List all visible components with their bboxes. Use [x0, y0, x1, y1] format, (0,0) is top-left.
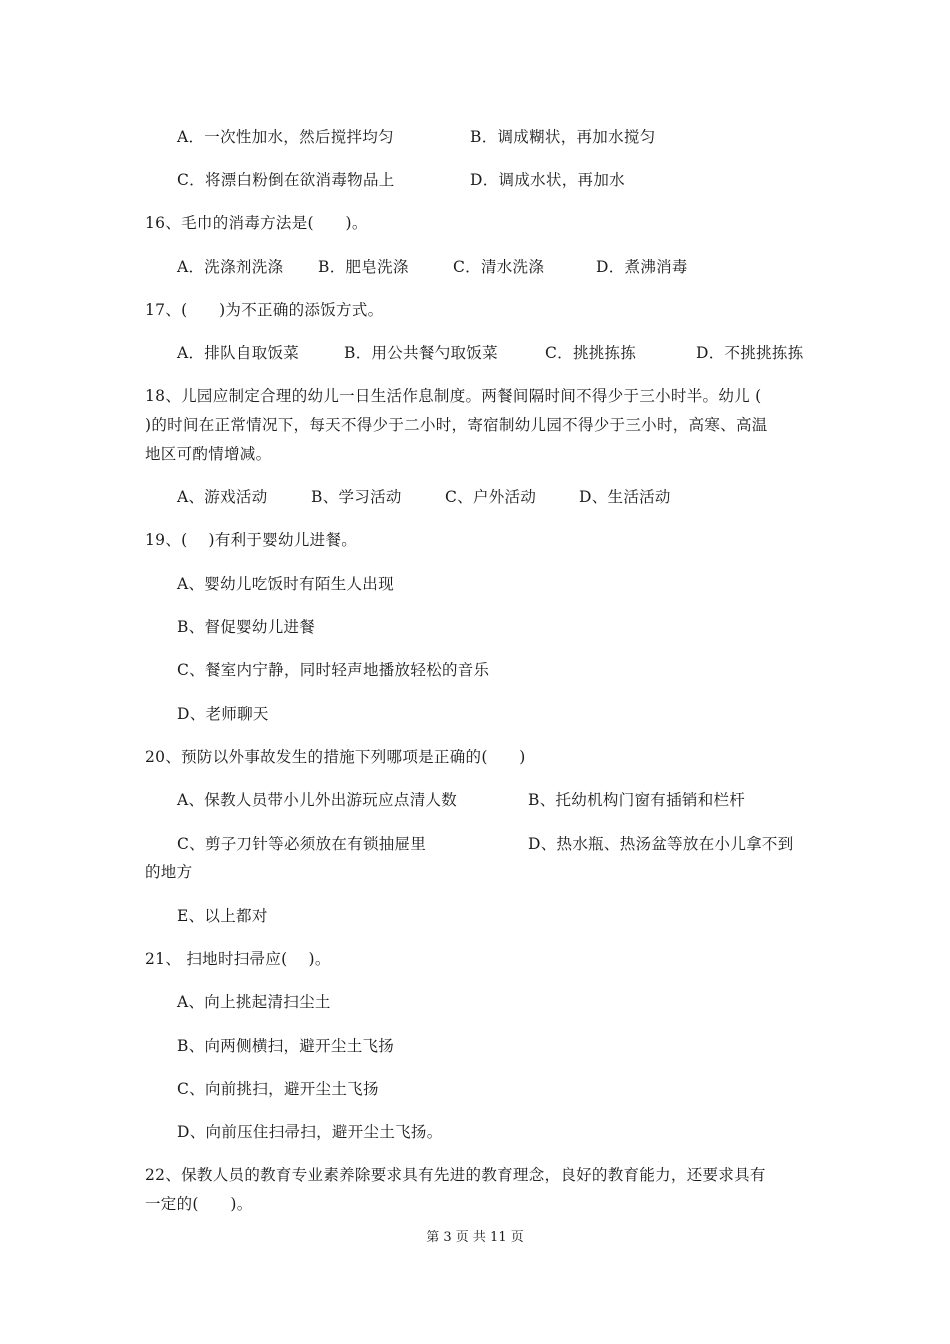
q17-option-c: C．挑挑拣拣 [545, 344, 637, 362]
q22-stem-line1: 22、保教人员的教育专业素养除要求具有先进的教育理念，良好的教育能力，还要求具有 [145, 1166, 766, 1184]
q18-option-c: C、户外活动 [445, 488, 537, 506]
q18-stem-line3: 地区可酌情增减。 [145, 445, 272, 463]
q19-stem: 19、( )有利于婴幼儿进餐。 [145, 531, 358, 549]
q15-option-b: B．调成糊状，再加水搅匀 [470, 128, 656, 146]
q21-option-b: B、向两侧横扫，避开尘土飞扬 [177, 1037, 395, 1055]
q20-option-d-line1: D、热水瓶、热汤盆等放在小儿拿不到 [528, 835, 794, 853]
q20-option-a: A、保教人员带小儿外出游玩应点清人数 [177, 791, 458, 809]
q22-stem-line2: 一定的( )。 [145, 1195, 253, 1213]
q20-stem: 20、预防以外事故发生的措施下列哪项是正确的( ) [145, 748, 526, 766]
q18-stem-line2: )的时间在正常情况下，每天不得少于二小时，寄宿制幼儿园不得少于三小时，高寒、高温 [145, 416, 768, 434]
q20-option-e: E、以上都对 [177, 907, 268, 925]
q21-option-a: A、向上挑起清扫尘土 [177, 993, 331, 1011]
q21-stem: 21、 扫地时扫帚应( )。 [145, 950, 331, 968]
q18-option-b: B、学习活动 [311, 488, 402, 506]
page-number-footer: 第 3 页 共 11 页 [426, 1230, 524, 1245]
q18-stem-line1: 18、儿园应制定合理的幼儿一日生活作息制度。两餐间隔时间不得少于三小时半。幼儿 ( [145, 387, 762, 405]
q19-option-c: C、餐室内宁静，同时轻声地播放轻松的音乐 [177, 661, 490, 679]
q16-option-b: B．肥皂洗涤 [318, 258, 409, 276]
q18-option-a: A、游戏活动 [177, 488, 268, 506]
q15-option-a: A．一次性加水，然后搅拌均匀 [177, 128, 394, 146]
q17-stem: 17、( )为不正确的添饭方式。 [145, 301, 384, 319]
q21-option-d: D、向前压住扫帚扫，避开尘土飞扬。 [177, 1123, 443, 1141]
q16-option-d: D．煮沸消毒 [596, 258, 688, 276]
q16-option-a: A．洗涤剂洗涤 [177, 258, 284, 276]
q18-option-d: D、生活活动 [579, 488, 671, 506]
q19-option-a: A、婴幼儿吃饭时有陌生人出现 [177, 575, 394, 593]
q20-option-b: B、托幼机构门窗有插销和栏杆 [528, 791, 746, 809]
q19-option-b: B、督促婴幼儿进餐 [177, 618, 316, 636]
q17-option-a: A．排队自取饭菜 [177, 344, 300, 362]
q20-option-d-line2: 的地方 [145, 863, 193, 881]
q16-option-c: C．清水洗涤 [453, 258, 545, 276]
q20-option-c: C、剪子刀针等必须放在有锁抽屉里 [177, 835, 427, 853]
q15-option-d: D．调成水状，再加水 [470, 171, 625, 189]
q16-stem: 16、毛巾的消毒方法是( )。 [145, 214, 368, 232]
q19-option-d: D、老师聊天 [177, 705, 269, 723]
q15-option-c: C．将漂白粉倒在欲消毒物品上 [177, 171, 395, 189]
q17-option-d: D．不挑挑拣拣 [696, 344, 804, 362]
q21-option-c: C、向前挑扫，避开尘土飞扬 [177, 1080, 379, 1098]
q17-option-b: B．用公共餐勺取饭菜 [344, 344, 498, 362]
